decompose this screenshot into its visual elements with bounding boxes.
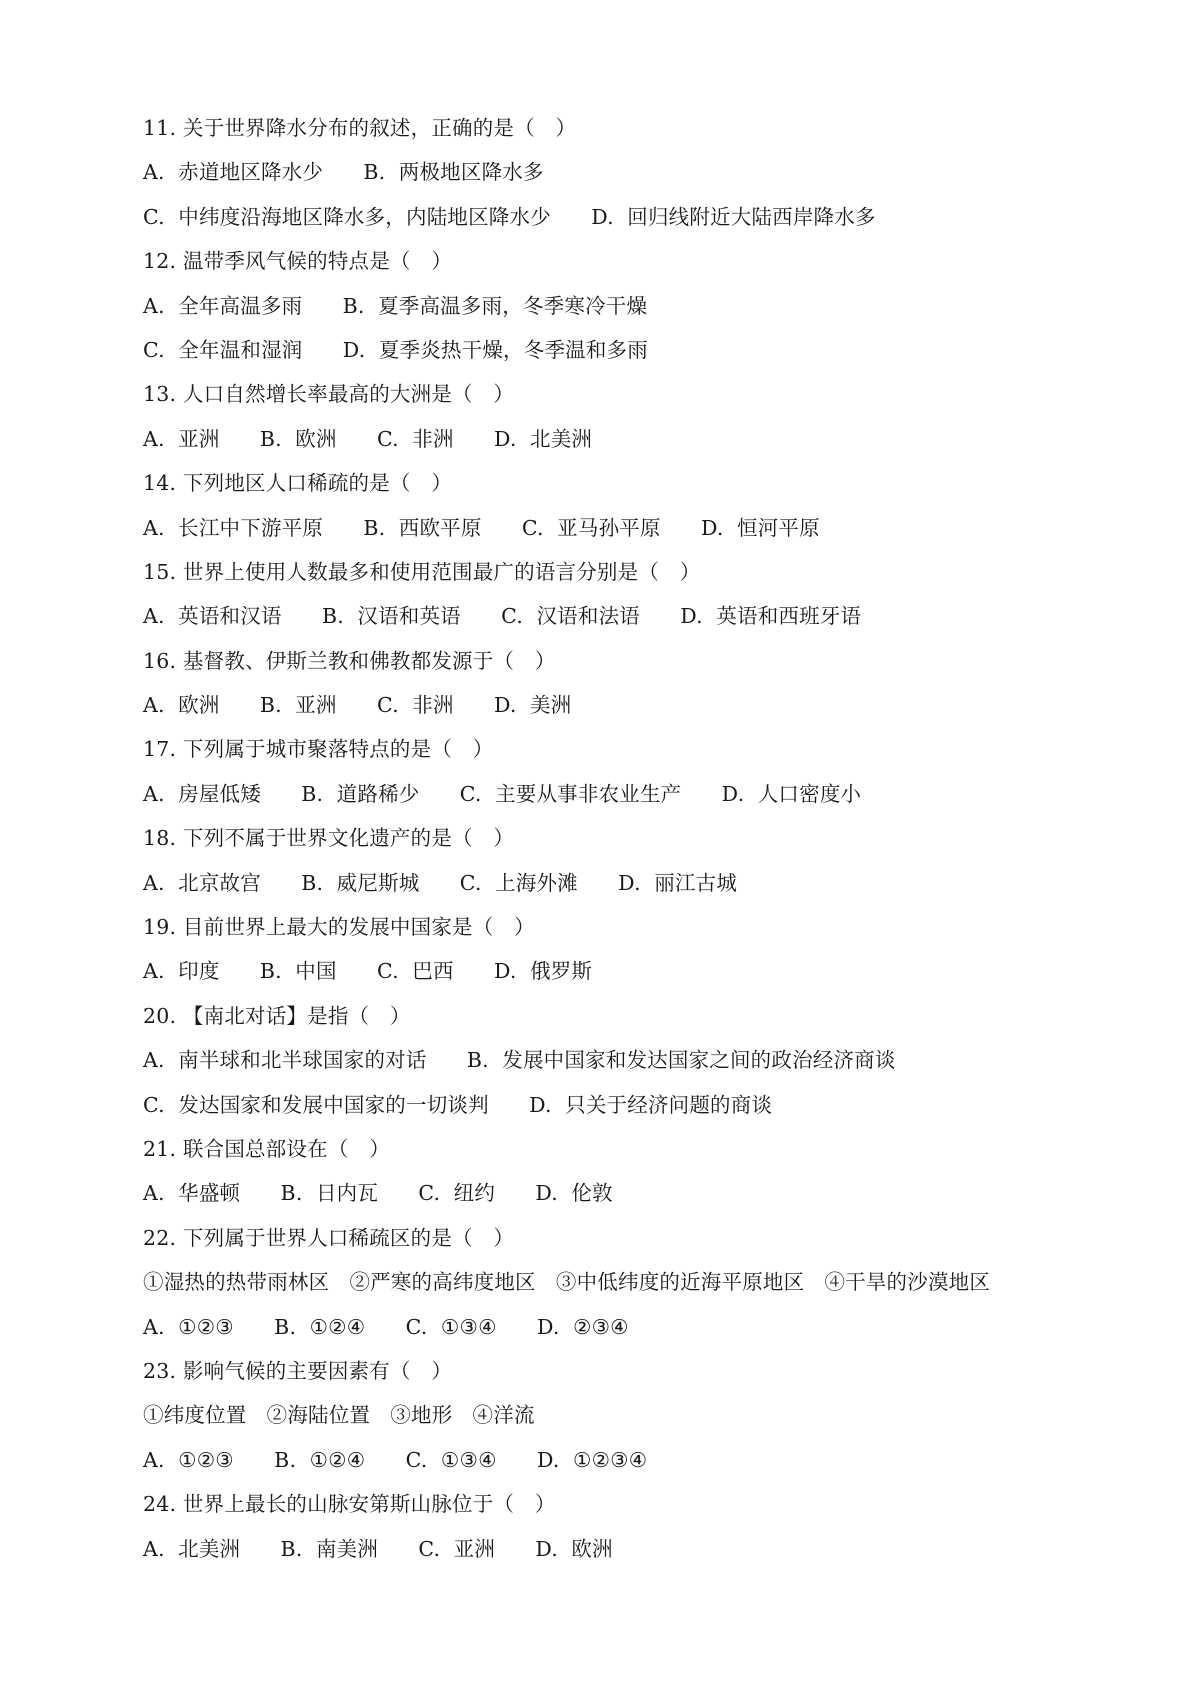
- question-11-stem: 11. 关于世界降水分布的叙述，正确的是（ ）: [143, 116, 577, 140]
- question-21-options: A. 华盛顿 B. 日内瓦 C. 纽约 D. 伦敦: [143, 1181, 613, 1206]
- question-15-stem: 15. 世界上使用人数最多和使用范围最广的语言分别是（ ）: [143, 559, 701, 584]
- question-23-stem: 23. 影响气候的主要因素有（ ）: [143, 1358, 453, 1383]
- question-12-stem: 12. 温带季风气候的特点是（ ）: [143, 249, 453, 274]
- question-15-options: A. 英语和汉语 B. 汉语和英语 C. 汉语和法语 D. 英语和西班牙语: [143, 604, 862, 629]
- question-20-options-line-1: A. 南半球和北半球国家的对话 B. 发展中国家和发达国家之间的政治经济商谈: [143, 1048, 896, 1073]
- question-11-options-line-1: A. 赤道地区降水少 B. 两极地区降水多: [143, 160, 544, 185]
- question-23-options: A. ①②③ B. ①②④ C. ①③④ D. ①②③④: [143, 1447, 648, 1472]
- question-11-options-line-2: C. 中纬度沿海地区降水多，内陆地区降水少 D. 回归线附近大陆西岸降水多: [143, 204, 876, 229]
- question-23-statements: ①纬度位置 ②海陆位置 ③地形 ④洋流: [143, 1403, 535, 1428]
- question-20-options-line-2: C. 发达国家和发展中国家的一切谈判 D. 只关于经济问题的商谈: [143, 1092, 773, 1117]
- question-13-stem: 13. 人口自然增长率最高的大洲是（ ）: [143, 382, 515, 407]
- question-16-options: A. 欧洲 B. 亚洲 C. 非洲 D. 美洲: [143, 693, 572, 718]
- question-17-stem: 17. 下列属于城市聚落特点的是（ ）: [143, 737, 494, 762]
- question-14-options: A. 长江中下游平原 B. 西欧平原 C. 亚马孙平原 D. 恒河平原: [143, 515, 820, 540]
- question-22-statements: ①湿热的热带雨林区 ②严寒的高纬度地区 ③中低纬度的近海平原地区 ④干旱的沙漠地区: [143, 1270, 991, 1295]
- question-21-stem: 21. 联合国总部设在（ ）: [143, 1136, 390, 1161]
- question-14-stem: 14. 下列地区人口稀疏的是（ ）: [143, 471, 453, 496]
- question-list: [143, 110, 1143, 1575]
- question-16-stem: 16. 基督教、伊斯兰教和佛教都发源于（ ）: [143, 648, 556, 673]
- question-24-options: A. 北美洲 B. 南美洲 C. 亚洲 D. 欧洲: [143, 1536, 613, 1561]
- question-22-stem: 22. 下列属于世界人口稀疏区的是（ ）: [143, 1225, 515, 1250]
- question-12-options-line-1: A. 全年高温多雨 B. 夏季高温多雨，冬季寒冷干燥: [143, 293, 648, 318]
- question-13-options: A. 亚洲 B. 欧洲 C. 非洲 D. 北美洲: [143, 426, 593, 451]
- question-12-options-line-2: C. 全年温和湿润 D. 夏季炎热干燥，冬季温和多雨: [143, 337, 648, 362]
- question-19-stem: 19. 目前世界上最大的发展中国家是（ ）: [143, 915, 535, 940]
- question-17-options: A. 房屋低矮 B. 道路稀少 C. 主要从事非农业生产 D. 人口密度小: [143, 781, 862, 806]
- question-22-options: A. ①②③ B. ①②④ C. ①③④ D. ②③④: [143, 1314, 629, 1339]
- question-19-options: A. 印度 B. 中国 C. 巴西 D. 俄罗斯: [143, 959, 593, 984]
- question-18-stem: 18. 下列不属于世界文化遗产的是（ ）: [143, 826, 515, 851]
- question-20-stem: 20. 【南北对话】是指（ ）: [143, 1003, 411, 1028]
- question-18-options: A. 北京故宫 B. 威尼斯城 C. 上海外滩 D. 丽江古城: [143, 870, 738, 895]
- question-24-stem: 24. 世界上最长的山脉安第斯山脉位于（ ）: [143, 1492, 556, 1517]
